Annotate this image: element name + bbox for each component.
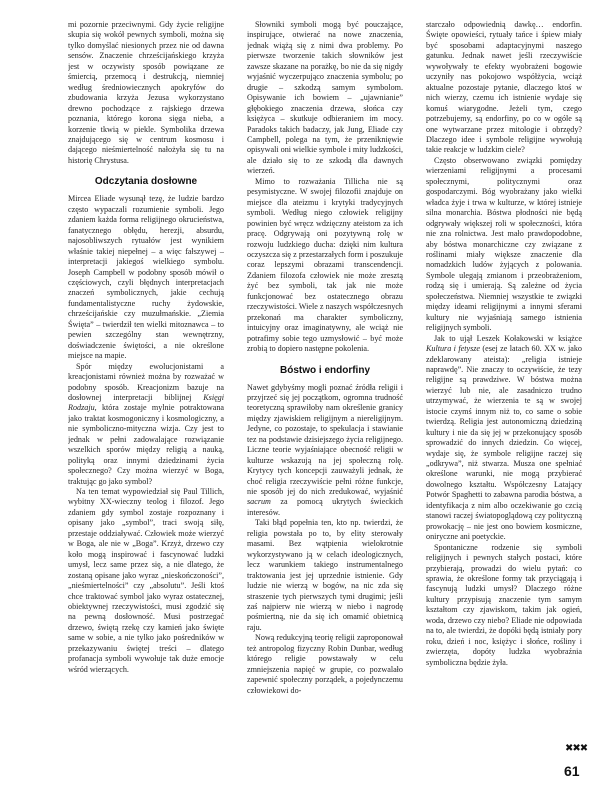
book-title: Kultura i fetysze (426, 344, 480, 354)
section-heading: Odczytania dosłowne (94, 176, 198, 188)
article-end-mark: ✖✖✖ (565, 743, 588, 754)
text-column-2 (247, 20, 403, 760)
paragraph (247, 383, 403, 519)
text-run: Spór między ewolucjonistami a kreacjonistami również można by rozważać w podobny sposób. Kreacjonizm bazuje na dosłownej interpretacji biblijnej (68, 361, 224, 402)
book-title: Księgi Rodzaju (68, 392, 224, 413)
paragraph: Na ten temat wypowiedział się Paul Tillich, wybitny XX-wieczny teolog i filozof. Jego zdaniem gdy symbol zostaje rozpoznany i opisany jako „symbol”, traci swoją siłę, przestaje oddziaływać. Człowiek może wierzyć w Boga, ale nie w „Boga”. Krzyż, drzewo czy koło mogą inspirować i fascynować ludzki umysł, lecz same przez się, a nie dlatego, że zostaną opisane jako wyraz „nieskończoności”, „nieśmiertelności” czy „absolutu”. Jeśli ktoś chce traktować symbol jako wyraz ostatecznej, obiektywnej rzeczywistości, musi zgodzić się na pewną dosłowność. Musi postrzegać drzewo, świętą rzekę czy kamień jako święte same w sobie, a nie tylko jako pośredników w przekazywaniu świętej treści – dlatego profanacja symboli wywołuje tak duże emocje wśród wierzących. (68, 487, 224, 674)
text-run: za pomocą ukrytych świeckich interesów. (247, 497, 403, 517)
section-heading: Bóstwo i endorfiny (280, 364, 370, 376)
text-run: , która zostaje mylnie potraktowana jako traktat kosmogoniczny i kosmologiczny, a nie symboliczno-mityczna wizja. Czy jest to jednak w pełni zadowalające rozwiązanie wszelkich sporów między religią a nauką, polityką oraz innymi dziedzinami życia społecznego? Czy można wierzyć w Boga, traktując go jako symbol? (68, 403, 224, 486)
text-run: (esej ze latach 60. XX w. jako zdeklarowany ateista): „religia istnieje naprawdę”. Nie znaczy to oczywiście, że tezy religijne są prawdziwe. W bóstwa można wierzyć lub nie, ale zasadniczo trudno utrzymywać, że wierzenia te są w swojej istocie czymś innym niż to, co same o sobie twierdzą. Religia jest autonomiczną dziedziną kultury i nie da się jej w przekonujący sposób sprowadzić do innych dziedzin. Co więcej, wydaje się, że symbole religijne raczej się „odkrywa”, niż stwarza. Musza one spełniać określone warunki, nie mogą przybierać dowolnego kształtu. Współczesny Latający Potwór Spaghetti to zabawna parodia bóstwa, a identyfikacja z nim albo oczekiwanie go czcią stanowi raczej światopoglądową czy polityczną prowokację – nie jest ono bowiem kosmiczne, oniryczne ani poetyckie. (426, 344, 582, 542)
page-number: 61 (564, 763, 580, 779)
paragraph (68, 362, 224, 487)
paragraph (426, 334, 582, 543)
paragraph: Mircea Eliade wysunął tezę, że ludzie bardzo często wypaczali rozumienie symboli. Jego zdaniem każda forma religijnego okrucieństwa, fanatycznego obłędu, herezji, absurdu, najosobliwszych rytuałów jest wynikiem właśnie takiej niepełnej – a więc fałszywej – interpretacji jakiegoś wielkiego symbolu. Joseph Campbell w podobny sposób mówił o częściowych, czyli błędnych interpretacjach znaczeń symbolicznych, jakie cechują fundamentalistyczne ruchy żydowskie, chrześcijańskie czy muzułmańskie. „Ziemia Święta” – twierdził ten wielki mitoznawca – to pewien szczególny stan wewnętrzny, doświadczenie świętości, a nie określone miejsce na mapie. (68, 194, 224, 361)
text-column-1 (68, 20, 224, 760)
text-run: Nawet gdybyśmy mogli poznać źródła religii i przyjrzeć się jej początkom, ogromna trudność teoretyczną sprawiłoby nam określenie granicy między zjawiskiem religijnym a niereligijnym. Jedyne, co pozostaje, to spekulacja i stawianie tez na podstawie dzisiejszego życia religijnego. Liczne teorie wyjaśniające obecność religii w kulturze wskazują na jej społeczną rolę. Krytycy tych koncepcji zauważyli jednak, że choć religia rzeczywiście pełni różne funkcje, nie sposób jej do nich zredukować, wyjaśnić (247, 382, 403, 497)
paragraph: mi pozornie przeciwnymi. Gdy życie religijne skupia się wokół pewnych symboli, można się tylko domyślać niesionych przez nie od dawna sensów. Znaczenie chrześcijańskiego krzyża jest w oczywisty sposób powiązane ze śmiercią, przemocą i destrukcją, niemniej według średniowiecznych apokryfów do zbudowania krzyża Jezusa wykorzystano drewno pochodzące z rajskiego drzewa poznania, którego korona sięga nieba, a korzenie tkwią w piekle. Symbolika drzewa znajdującego się w centrum kosmosu i dającego nieśmiertelność nałożyła się tu na historię Chrystusa. (68, 20, 224, 165)
text-run: Jak to ujął Leszek Kołakowski w książce (434, 333, 582, 343)
paragraph: Często obserwowano związki pomiędzy wierzeniami religijnymi a procesami społecznymi, politycznymi oraz gospodarczymi. Bóg wyobrażany jako wielki władca żyje i trwa w kulturze, w której istnieje silna monarchia. Bóstwa płodności nie będą odgrywały większej roli w społeczności, która nie zna rolnictwa. Jest mało prawdopodobne, aby bóstwa monarchiczne czy związane z roślinami miały większe znaczenie dla nomadzkich ludów żyjących z polowania. Symbole ulegają zmianom i przeobrażeniom, rodzą się i umierają. Są zależne od życia społeczeństwa. Niemniej wszystkie te związki między ideami religijnymi a innymi sferami kultury nie wyjaśniają samego istnienia religijnych symboli. (426, 155, 582, 333)
paragraph: Mimo to rozważania Tillicha nie są pesymistyczne. W swojej filozofii znajduje on miejsce dla ateizmu i krytyki tradycyjnych symboli. Według niego człowiek religijny powinien być wręcz wdzięczny ateistom za ich pracę. Odgrywają oni pozytywną rolę w rozwoju ludzkiego ducha: dzięki nim kultura oczyszcza się z przestarzałych form i poszukuje coraz lepszymi obrazami transcendencji. Zdaniem filozofa człowiek nie może zresztą żyć bez symboli, tak jak nie może funkcjonować bez ostatecznego obrazu rzeczywistości. Wiele z naszych współczesnych przekonań ma charakter symboliczny, intuicyjny oraz imaginatywny, ale wciąż nie potrafimy sobie tego uzmysłowić – być może zrobią to dopiero następne pokolenia. (247, 176, 403, 354)
paragraph: Taki błąd popełnia ten, kto np. twierdzi, że religia powstała po to, by elity sterowały masami. Bez wątpienia wielokrotnie wykorzystywano ją w celach ideologicznych, lecz warunkiem takiego instrumentalnego traktowania jest jej uprzednie istnienie. Gdy ludzie nie wierzą w bogów, na nic zda się straszenie tych pierwszych tymi drugimi; jeśli zaś najpierw nie wierzą w niebo i nagrodę pośmiertną, nie da się ich omamić obietnicą raju. (247, 518, 403, 632)
term: sacrum (247, 497, 271, 507)
paragraph: Słowniki symboli mogą być pouczające, inspirujące, otwierać na nowe znaczenia, jednak wiążą się z nimi dwa problemy. Po pierwsze tworzenie takich słowników jest zawsze skazane na porażkę, bo nie da się nigdy wyjaśnić wyczerpująco znaczenia symbolu; po drugie – szkodzą samym symbolom. Opisywanie ich bowiem – „ujawnianie” głębokiego znaczenia drzewa, słońca czy księżyca – skutkuje odbieraniem im mocy. Paradoks takich badaczy, jak Jung, Eliade czy Campbell, polega na tym, że przeniknięwie opisywali oni wielkie symbole i mity ludzkości, ale działo się to ze szkodą dla dawnych wierzeń. (247, 20, 403, 176)
text-column-3 (426, 20, 582, 760)
paragraph: Spontaniczne rodzenie się symboli religijnych i pewnych stałych postaci, które przybierają, prowadzi do wielu pytań: co sprawia, że określone formy tak przyciągają i fascynują ludzki umysł? Dlaczego różne kultury przypisują znaczenie tym samym kształtom czy zjawiskom, takim jak ogień, woda, drzewo czy niebo? Eliade nie odpowiada na to, ale twierdzi, że dopóki będą istniały pory roku, dzień i noc, księżyc i słońce, rośliny i zwierzęta, dopóty ludzka wyobraźnia symboliczna będzie żyła. (426, 542, 582, 667)
paragraph: starczało odpowiednią dawkę… endorfin. Święte opowieści, rytuały tańce i śpiew miały być sposobami adaptacyjnymi naszego gatunku. Jednak nawet jeśli rzeczywiście wywoływały te efekty wyobrażeni bogowie uczyniły nas pokojowo współżycia, wciąż aktualne pozostaje pytanie, dlaczego ktoś w nich wierzy, czemu ich istnienie wydaje się komuś wiarygodne. Jeżeli tym, czego potrzebujemy, są endorfiny, po co w ogóle są one wytwarzane przez mitologie i obrzędy? Dlaczego idee i symbole religijne wywołują takie reakcje w ludzkim ciele? (426, 20, 582, 155)
paragraph: Nową redukcyjną teorię religii zaproponował też antropolog fizyczny Robin Dunbar, według którego religie powstawały w celu zmniejszenia napięć w grupie, co pozwalało zapewnić społeczny porządek, a pojedynczemu człowiekowi do- (247, 633, 403, 695)
